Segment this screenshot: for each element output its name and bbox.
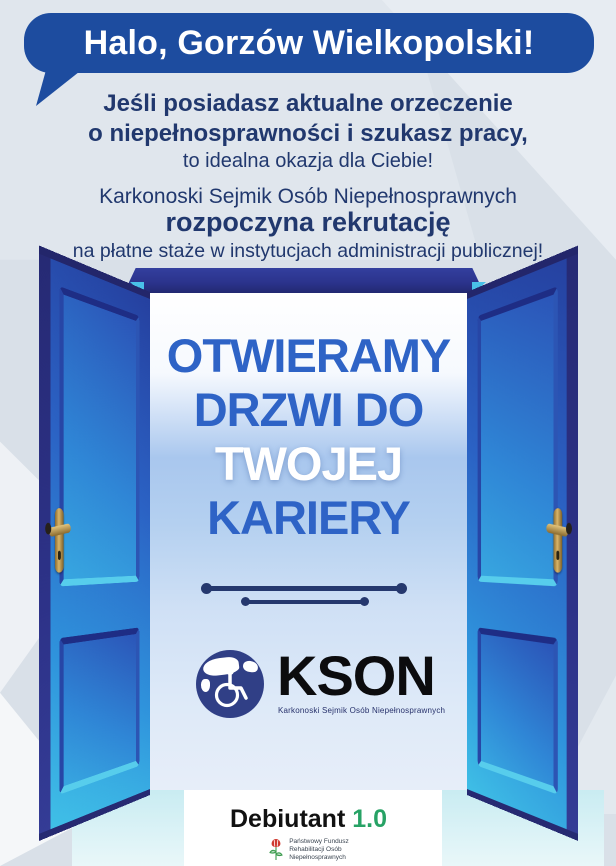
- program-name: Debiutant: [230, 805, 346, 833]
- pfron-logo: [150, 838, 467, 862]
- door-handle: [55, 508, 64, 573]
- open-door-left: [39, 245, 150, 840]
- greeting-title: Halo, Gorzów Wielkopolski!: [83, 23, 535, 62]
- door-edge: [567, 245, 578, 840]
- door-edge: [39, 245, 50, 840]
- program-title: [150, 805, 467, 834]
- door-panel: [477, 286, 557, 587]
- kson-logo-text: KSON: [277, 644, 435, 707]
- headline-line-4: KARIERY: [207, 491, 410, 544]
- pfron-label-line-1: Państwowy Fundusz: [289, 838, 349, 845]
- intro-line-bold-1: Jeśli posiadasz aktualne orzeczenie: [103, 90, 513, 117]
- recruitment-line: rozpoczyna rekrutację: [165, 207, 451, 237]
- door-panel: [59, 628, 139, 795]
- headline-line-3: TWOJEJ: [214, 437, 403, 490]
- keyhole: [556, 551, 559, 560]
- intro-line-bold-2: o niepełnosprawności i szukasz pracy,: [88, 120, 528, 147]
- pfron-label: [289, 838, 349, 862]
- intro-line-light: to idealna okazja dla Ciebie!: [182, 150, 434, 172]
- pfron-label-line-2: Rehabilitacji Osób: [289, 846, 342, 853]
- pfron-label-line-3: Niepełnosprawnych: [289, 854, 346, 861]
- headline-line-1: OTWIERAMY: [166, 329, 451, 382]
- keyhole: [58, 551, 61, 560]
- organization-name: Karkonoski Sejmik Osób Niepełnosprawnych: [99, 185, 517, 208]
- door-panel: [477, 628, 557, 795]
- door-panel: [59, 286, 139, 587]
- open-door-right: [467, 245, 578, 840]
- pfron-tulip-icon: [268, 838, 284, 862]
- program-version: 1.0: [352, 805, 387, 833]
- headline-line-2: DRZWI DO: [193, 383, 424, 436]
- door-handle: [553, 508, 562, 573]
- internship-detail-line: na płatne staże w instytucjach administracji publicznej!: [72, 240, 544, 262]
- kson-logo-tagline: Karkonoski Sejmik Osób Niepełnosprawnych: [278, 706, 446, 715]
